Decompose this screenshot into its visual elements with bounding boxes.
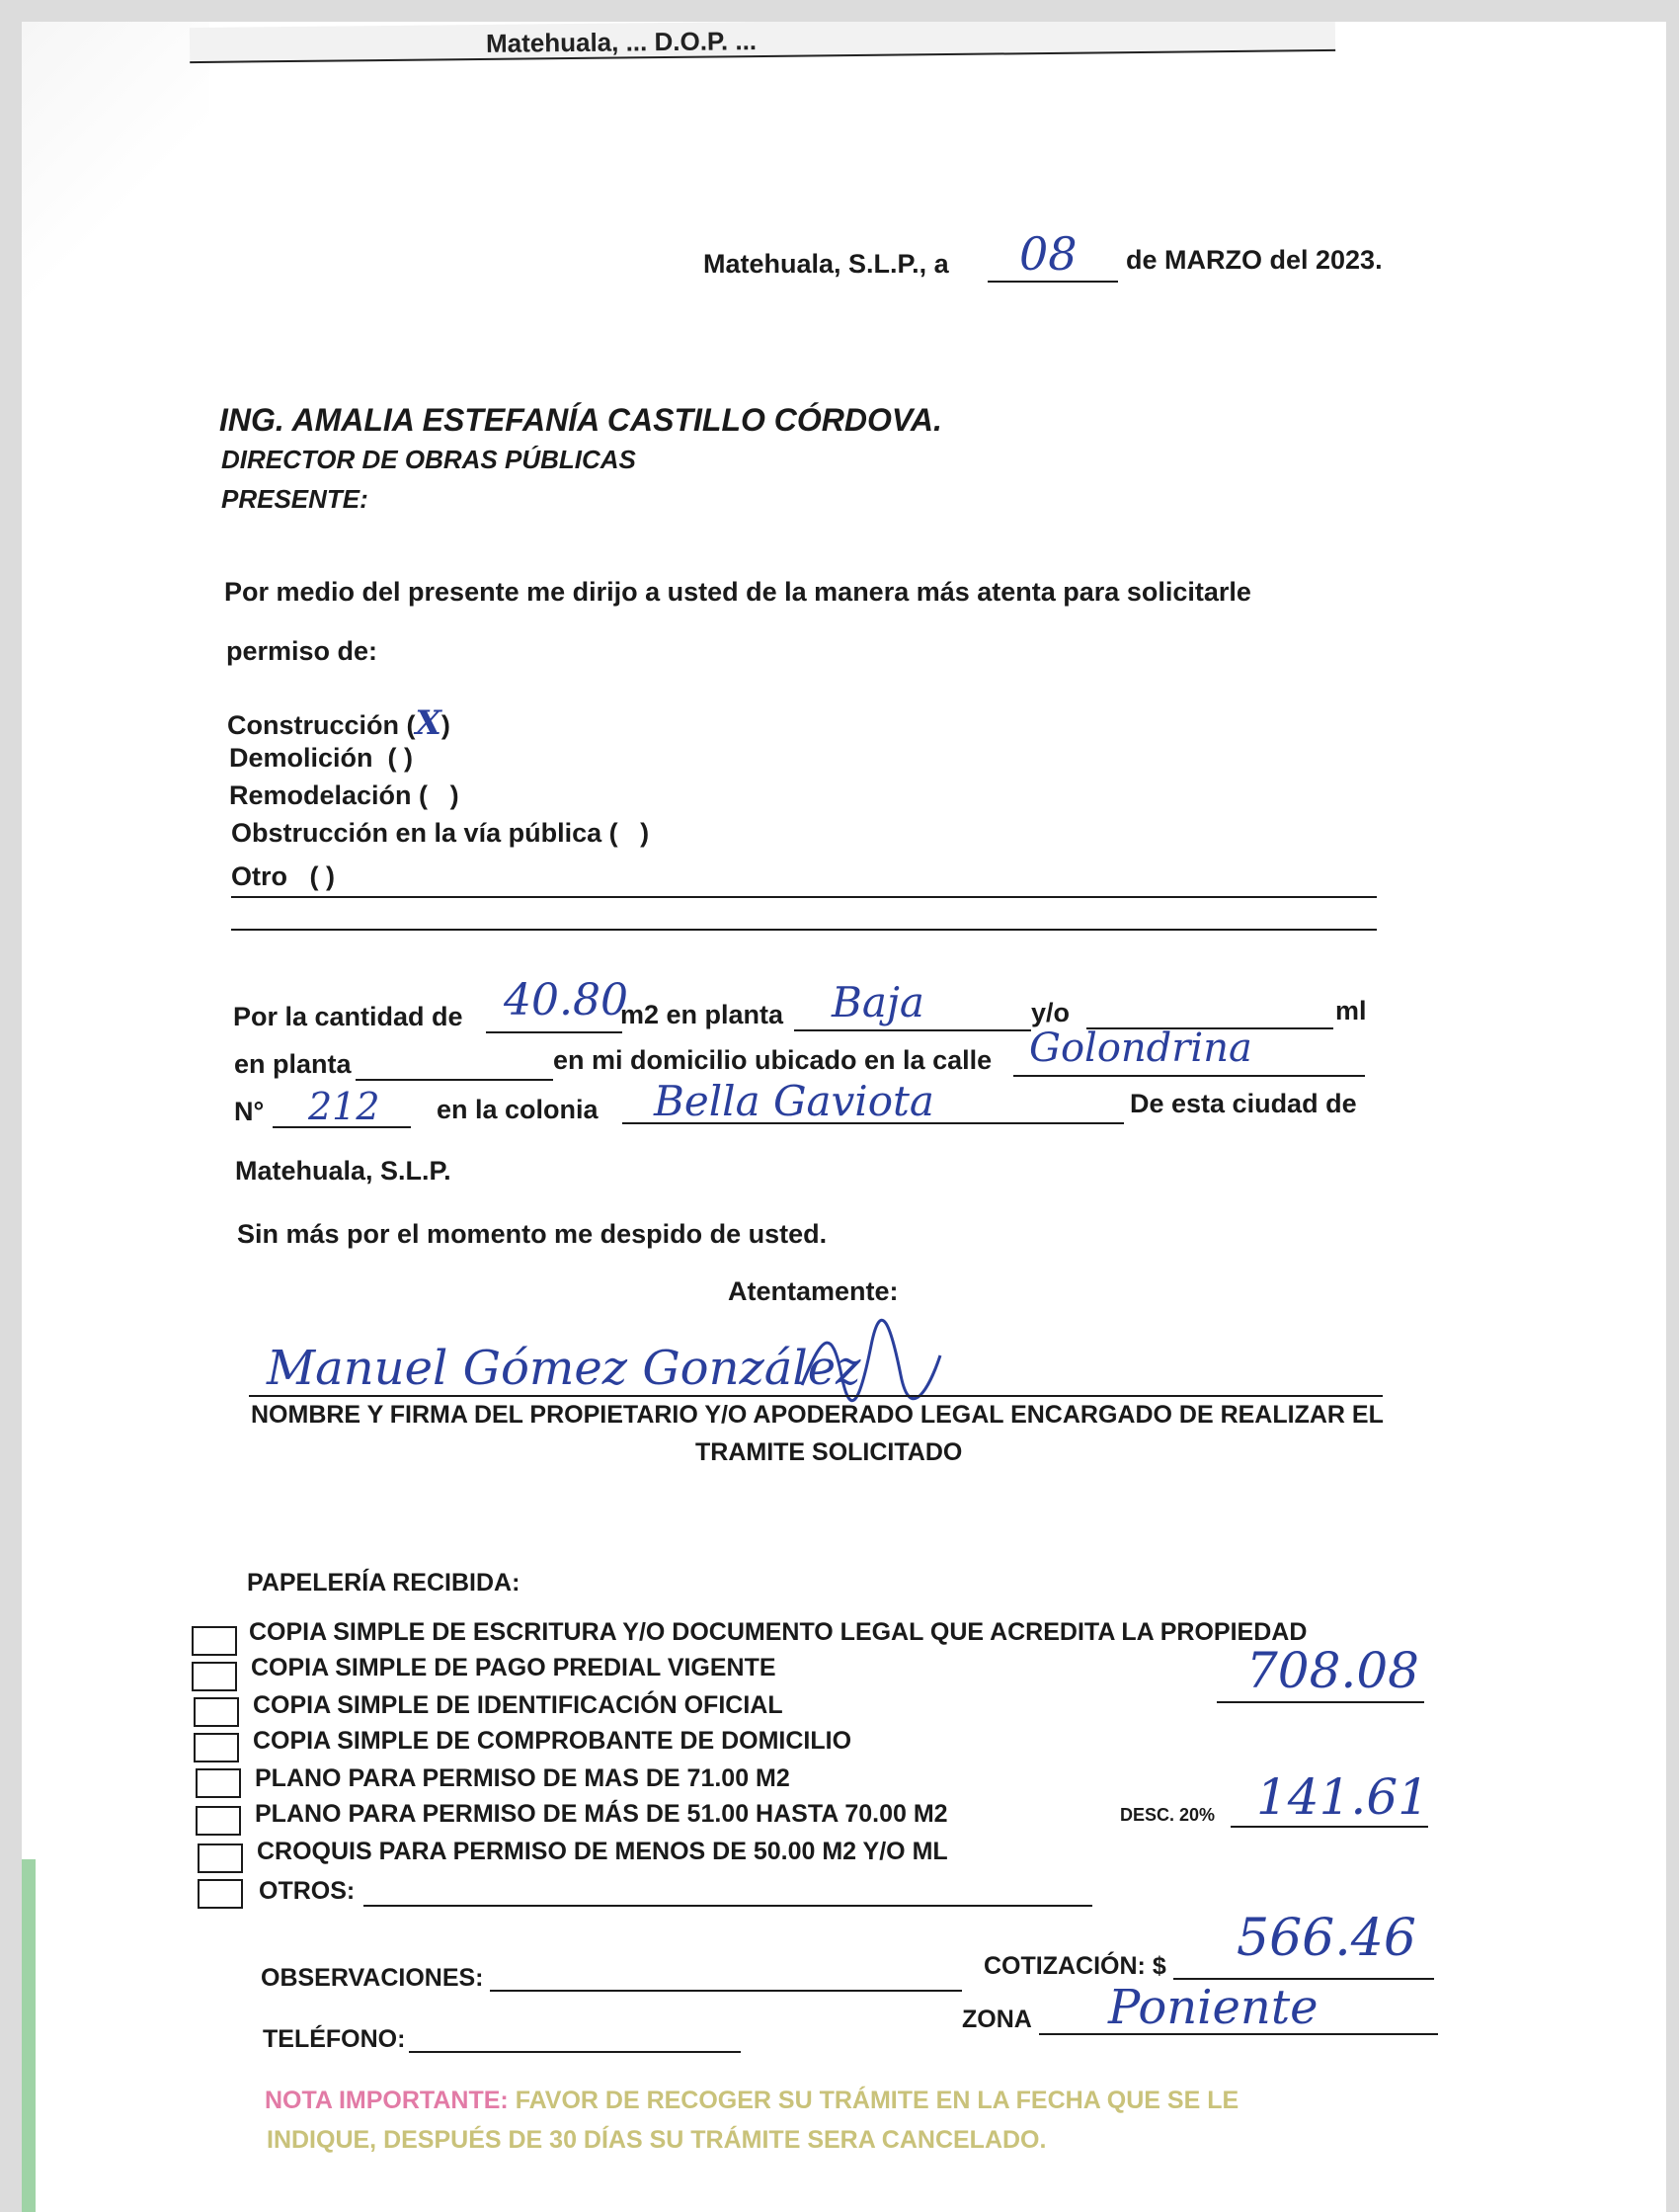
amount-desc: 141.61 bbox=[1256, 1768, 1429, 1826]
calle-line bbox=[1013, 1075, 1365, 1077]
permit-construccion-mark: X bbox=[415, 703, 441, 743]
colonia-value: Bella Gaviota bbox=[654, 1077, 934, 1125]
quantity-value: 40.80 bbox=[504, 975, 628, 1025]
ciudad-label: De esta ciudad de bbox=[1130, 1089, 1357, 1118]
cotizacion-value: 566.46 bbox=[1237, 1909, 1416, 1968]
header-strip-text: Matehuala, ... D.O.P. ... bbox=[485, 26, 758, 58]
page-fold-shadow bbox=[22, 22, 209, 318]
permit-remodelacion-label: Remodelación ( bbox=[229, 780, 429, 810]
telefono-line bbox=[409, 2051, 741, 2053]
papeleria-item-plano-71: PLANO PARA PERMISO DE MAS DE 71.00 M2 bbox=[255, 1764, 790, 1792]
planta-line bbox=[794, 1029, 1031, 1031]
quantity-value-line bbox=[486, 1031, 622, 1033]
permit-construccion bbox=[227, 703, 450, 743]
amount-total: 708.08 bbox=[1246, 1642, 1419, 1699]
otro-line bbox=[231, 896, 1377, 898]
ciudad-value: Matehuala, S.L.P. bbox=[235, 1156, 451, 1186]
checkbox-plano-71[interactable] bbox=[196, 1768, 241, 1798]
quantity-ml: ml bbox=[1335, 996, 1367, 1025]
otros-line bbox=[363, 1905, 1092, 1907]
permit-construccion-label: Construcción ( bbox=[227, 710, 416, 740]
date-prefix: Matehuala, S.L.P., a bbox=[703, 249, 949, 279]
observaciones-line bbox=[490, 1990, 962, 1992]
date-day: 08 bbox=[1019, 227, 1078, 281]
addressee-name: ING. AMALIA ESTEFANÍA CASTILLO CÓRDOVA. bbox=[219, 402, 942, 438]
permit-remodelacion bbox=[229, 780, 459, 811]
checkbox-escritura[interactable] bbox=[192, 1626, 237, 1656]
permit-demolicion bbox=[229, 743, 413, 774]
amount-desc-line bbox=[1231, 1826, 1428, 1828]
addressee-greeting: PRESENTE: bbox=[221, 484, 368, 514]
quantity-prefix: Por la cantidad de bbox=[233, 1002, 463, 1031]
document-page bbox=[22, 22, 1666, 2212]
domicilio-label: en mi domicilio ubicado en la calle bbox=[553, 1045, 993, 1075]
checkbox-otros[interactable] bbox=[198, 1879, 243, 1909]
intro-line2: permiso de: bbox=[226, 636, 378, 666]
calle-value: Golondrina bbox=[1029, 1025, 1252, 1071]
permit-construccion-close: ) bbox=[440, 710, 450, 740]
checkbox-domicilio[interactable] bbox=[194, 1733, 239, 1762]
nota-text-1: FAVOR DE RECOGER SU TRÁMITE EN LA FECHA QUE SE LE bbox=[515, 2087, 1239, 2114]
checkbox-predial[interactable] bbox=[192, 1662, 237, 1691]
zona-label: ZONA bbox=[962, 2006, 1032, 2033]
quantity-m2: m2 en planta bbox=[620, 1000, 784, 1029]
numero-value: 212 bbox=[308, 1085, 380, 1128]
permit-demolicion-label: Demolición bbox=[229, 743, 373, 773]
nota-line2: INDIQUE, DESPUÉS DE 30 DÍAS SU TRÁMITE SERA CANCELADO. bbox=[267, 2126, 1047, 2154]
cotizacion-label: COTIZACIÓN: $ bbox=[984, 1952, 1166, 1980]
permit-obstruccion-close: ) bbox=[640, 818, 650, 848]
signature-label-line2: TRAMITE SOLICITADO bbox=[695, 1438, 963, 1466]
checkbox-identificacion[interactable] bbox=[194, 1697, 239, 1727]
telefono-label: TELÉFONO: bbox=[263, 2025, 406, 2053]
papeleria-item-plano-51: PLANO PARA PERMISO DE MÁS DE 51.00 HASTA 70.00 M2 bbox=[255, 1800, 948, 1828]
nota-label: NOTA IMPORTANTE: bbox=[265, 2087, 509, 2114]
papeleria-item-identificacion: COPIA SIMPLE DE IDENTIFICACIÓN OFICIAL bbox=[253, 1691, 783, 1719]
signature-scribble bbox=[792, 1316, 950, 1405]
atentamente: Atentamente: bbox=[728, 1276, 899, 1306]
signature-label-line1: NOMBRE Y FIRMA DEL PROPIETARIO Y/O APODERADO LEGAL ENCARGADO DE REALIZAR EL bbox=[251, 1401, 1384, 1429]
papeleria-item-escritura: COPIA SIMPLE DE ESCRITURA Y/O DOCUMENTO LEGAL QUE ACREDITA LA PROPIEDAD bbox=[249, 1618, 1308, 1646]
numero-label: N° bbox=[234, 1097, 265, 1126]
date-suffix: de MARZO del 2023. bbox=[1126, 245, 1383, 275]
permit-otro bbox=[231, 861, 335, 892]
intro-line1: Por medio del presente me dirijo a usted de la manera más atenta para solicitarle bbox=[224, 577, 1251, 607]
checkbox-croquis[interactable] bbox=[198, 1843, 243, 1873]
header-strip bbox=[190, 22, 1335, 63]
colonia-label: en la colonia bbox=[437, 1095, 599, 1124]
checkbox-plano-51[interactable] bbox=[196, 1806, 241, 1836]
papeleria-title: PAPELERÍA RECIBIDA: bbox=[247, 1569, 520, 1597]
desc-label: DESC. 20% bbox=[1120, 1805, 1216, 1825]
planta-value: Baja bbox=[832, 978, 924, 1026]
papeleria-item-domicilio: COPIA SIMPLE DE COMPROBANTE DE DOMICILIO bbox=[253, 1727, 852, 1755]
papeleria-item-croquis: CROQUIS PARA PERMISO DE MENOS DE 50.00 M2 Y/O ML bbox=[257, 1838, 948, 1865]
permit-otro-label: Otro bbox=[231, 861, 287, 891]
farewell: Sin más por el momento me despido de usted. bbox=[237, 1219, 828, 1249]
permit-obstruccion-label: Obstrucción en la vía pública ( bbox=[231, 818, 618, 848]
signature-line bbox=[249, 1395, 1383, 1397]
otro-line-2 bbox=[231, 929, 1377, 931]
nota-line1 bbox=[265, 2087, 1239, 2115]
papeleria-item-otros: OTROS: bbox=[259, 1877, 356, 1905]
zona-value: Poniente bbox=[1108, 1980, 1319, 2035]
quantity-yo: y/o bbox=[1031, 998, 1071, 1027]
observaciones-label: OBSERVACIONES: bbox=[261, 1964, 484, 1992]
green-edge-stripe bbox=[22, 1859, 36, 2212]
addressee-title: DIRECTOR DE OBRAS PÚBLICAS bbox=[221, 445, 636, 474]
permit-demolicion-close: ( ) bbox=[387, 743, 414, 773]
date-day-line bbox=[988, 281, 1118, 283]
permit-remodelacion-close: ) bbox=[449, 780, 459, 810]
permit-otro-close: ( ) bbox=[309, 861, 335, 891]
amount-total-line bbox=[1217, 1701, 1424, 1703]
en-planta-label: en planta bbox=[234, 1049, 352, 1079]
signature-name: Manuel Gómez González bbox=[267, 1341, 861, 1396]
permit-obstruccion bbox=[231, 818, 649, 849]
en-planta-line bbox=[356, 1079, 553, 1081]
papeleria-item-predial: COPIA SIMPLE DE PAGO PREDIAL VIGENTE bbox=[251, 1654, 776, 1681]
